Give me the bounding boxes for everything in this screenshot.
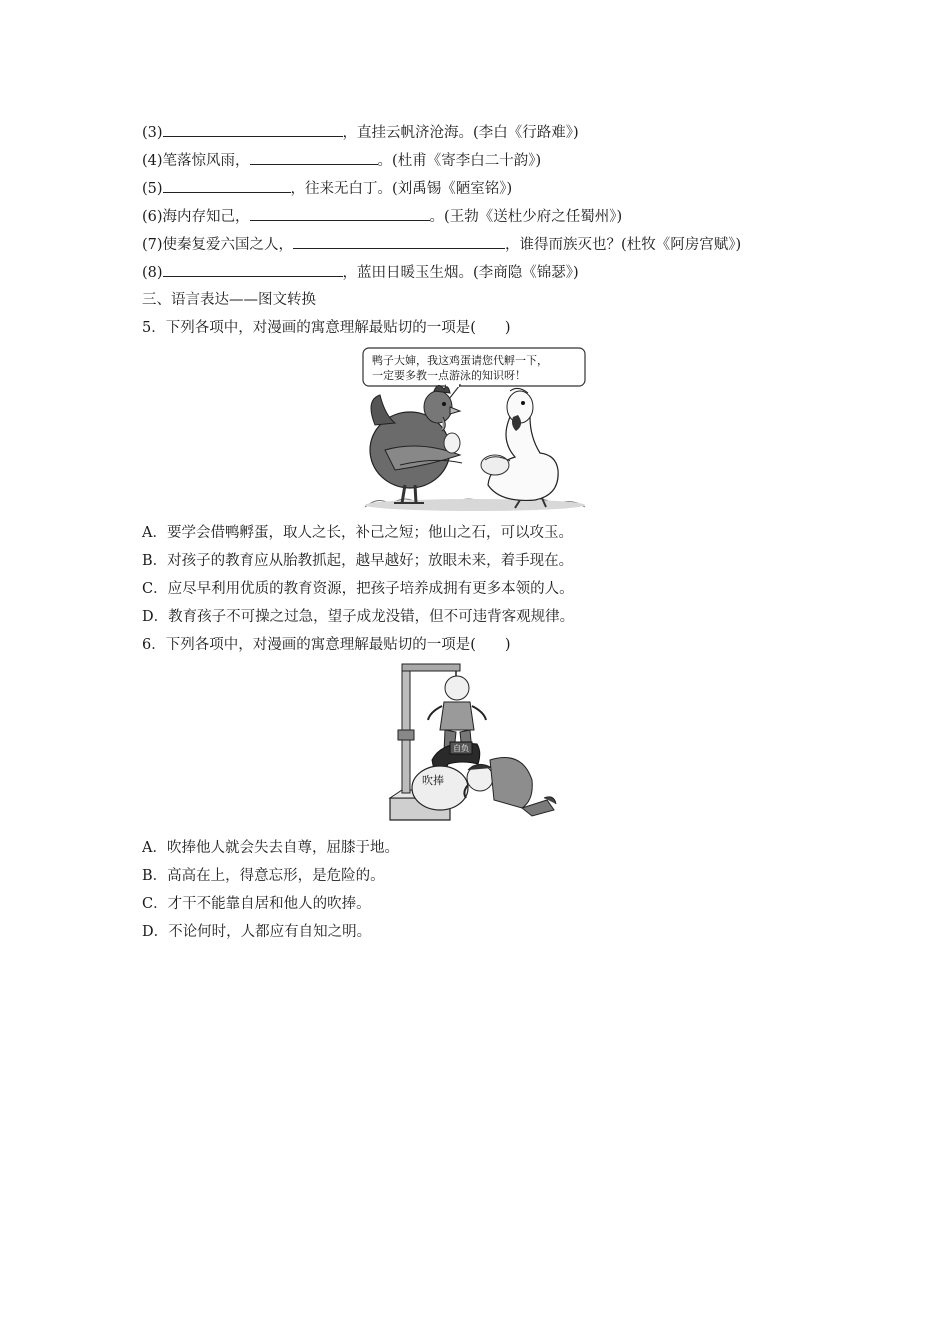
item-text: 。(杜甫《寄李白二十韵》) [377, 153, 542, 169]
q6-option-a[interactable]: A．吹捧他人就会失去自尊，屈膝于地。 [142, 840, 399, 856]
speech-bubble-line1: 鸭子大婶，我这鸡蛋请您代孵一下， [372, 354, 548, 367]
standing-man-figure [428, 676, 486, 752]
q6-option-d[interactable]: D．不论何时，人都应有自知之明。 [142, 924, 372, 940]
kneeling-man-figure [464, 758, 556, 817]
q5-option-b[interactable]: B．对孩子的教育应从胎教抓起，越早越好；放眼未来，着手现在。 [142, 553, 574, 569]
item-number: (3) [142, 125, 163, 141]
fill-item-5 [142, 178, 512, 199]
fill-item-7 [142, 234, 741, 255]
duck-figure [481, 388, 558, 508]
question-5-stem: 5．下列各项中，对漫画的寓意理解最贴切的一项是( ) [142, 320, 511, 336]
q5-option-a[interactable]: A．要学会借鸭孵蛋，取人之长，补己之短；他山之石，可以攻玉。 [142, 525, 573, 541]
fill-item-8 [142, 262, 579, 283]
item-text: ，谁得而族灭也？(杜牧《阿房宫赋》) [505, 237, 742, 253]
item-number: (7) [142, 237, 163, 253]
item-number: (4) [142, 153, 163, 169]
speech-bubble-line2: 一定要多教一点游泳的知识呀！ [372, 369, 526, 382]
q5-option-c[interactable]: C．应尽早利用优质的教育资源，把孩子培养成拥有更多本领的人。 [142, 581, 574, 597]
hen-figure [370, 385, 462, 503]
flattery-cartoon [382, 660, 562, 830]
hen-duck-cartoon [360, 345, 595, 515]
item-number: (8) [142, 265, 163, 281]
item-text: 笔落惊风雨， [162, 153, 250, 169]
fill-item-4 [142, 150, 541, 171]
fill-item-3 [142, 122, 579, 143]
item-text: 使秦复爱六国之人， [162, 237, 294, 253]
section-title: 三、语言表达——图文转换 [142, 292, 316, 308]
question-6-stem: 6．下列各项中，对漫画的寓意理解最贴切的一项是( ) [142, 637, 511, 653]
shoe-label: 自负 [453, 744, 469, 753]
answer-blank[interactable] [163, 262, 343, 277]
item-text: ，往来无白丁。(刘禹锡《陋室铭》) [290, 181, 513, 197]
item-number: (5) [142, 181, 163, 197]
answer-blank[interactable] [163, 178, 291, 193]
answer-blank[interactable] [163, 122, 343, 137]
fill-item-6 [142, 206, 622, 227]
item-number: (6) [142, 209, 163, 225]
item-text: ，蓝田日暖玉生烟。(李商隐《锦瑟》) [342, 265, 579, 281]
answer-blank[interactable] [293, 234, 505, 249]
ball-label: 吹捧 [422, 774, 444, 787]
q6-option-b[interactable]: B．高高在上，得意忘形，是危险的。 [142, 868, 385, 884]
q6-option-c[interactable]: C．才干不能靠自居和他人的吹捧。 [142, 896, 371, 912]
answer-blank[interactable] [250, 206, 430, 221]
item-text: 。(王勃《送杜少府之任蜀州》) [429, 209, 623, 225]
q5-option-d[interactable]: D．教育孩子不可操之过急，望子成龙没错，但不可违背客观规律。 [142, 609, 575, 625]
answer-blank[interactable] [250, 150, 378, 165]
item-text: ，直挂云帆济沧海。(李白《行路难》) [342, 125, 579, 141]
item-text: 海内存知己， [162, 209, 250, 225]
